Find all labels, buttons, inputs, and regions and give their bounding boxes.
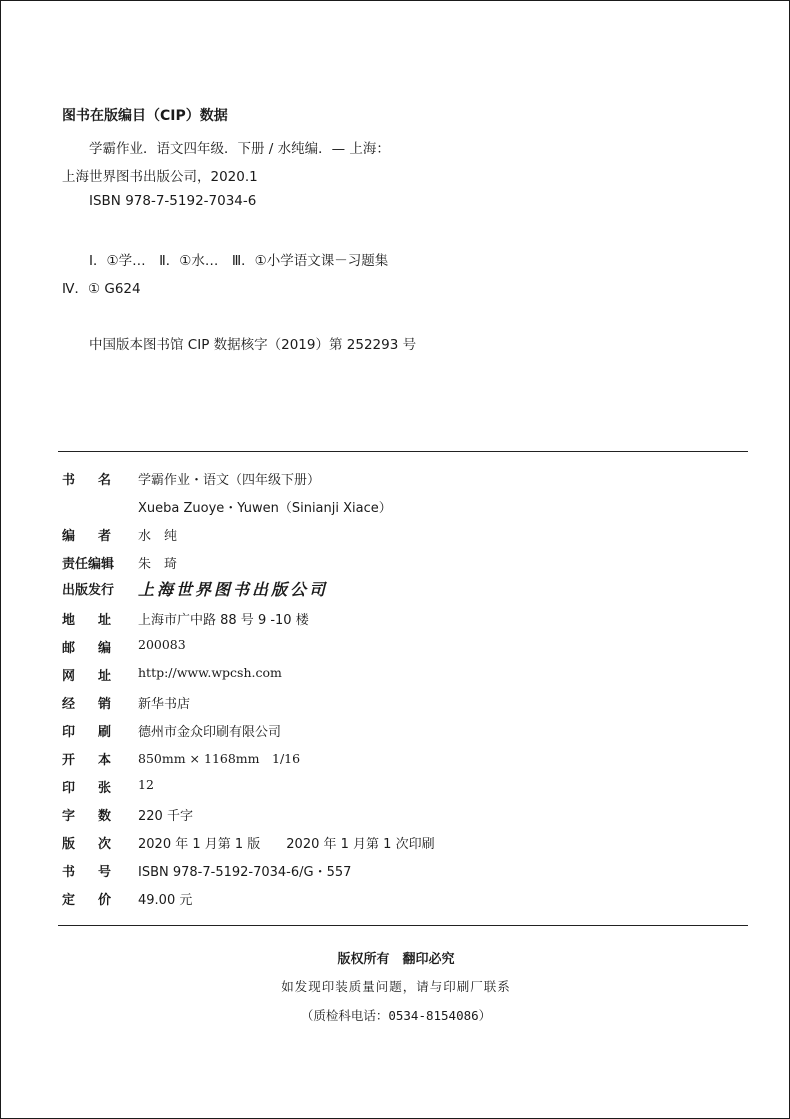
detail-row-isbn: [62, 861, 352, 880]
cip-classification-1: Ⅰ．①学… Ⅱ．①水… Ⅲ．①小学语文课－习题集: [89, 253, 389, 269]
detail-label: 网 址: [62, 669, 111, 684]
detail-label: 书 号: [62, 865, 111, 880]
detail-row-title-pinyin: [62, 497, 392, 516]
quality-notice: 如发现印装质量问题，请与印刷厂联系: [281, 979, 511, 994]
detail-label: 定 价: [62, 893, 111, 908]
detail-label: 字 数: [62, 809, 111, 824]
detail-label: 印 刷: [62, 725, 111, 740]
detail-row-title: [62, 469, 321, 488]
detail-row-format: [62, 749, 301, 768]
detail-value: 新华书店: [138, 697, 191, 712]
detail-value: 学霸作业・语文（四年级下册）: [138, 473, 321, 488]
cip-isbn: ISBN 978-7-5192-7034-6: [89, 193, 257, 209]
publisher-logo-text: 上海世界图书出版公司: [138, 580, 329, 599]
detail-label: 开 本: [62, 753, 111, 768]
detail-label: 书 名: [62, 473, 111, 488]
detail-label: 经 销: [62, 697, 111, 712]
top-divider: [58, 451, 748, 452]
detail-row-price: [62, 889, 193, 908]
cip-publisher-line: 上海世界图书出版公司，2020.1: [62, 169, 258, 185]
detail-value: 850mm × 1168mm 1/16: [138, 751, 301, 766]
quality-phone: （质检科电话：0534-8154086）: [300, 1008, 492, 1023]
detail-value: 上海市广中路 88 号 9 -10 楼: [138, 613, 309, 628]
cip-classification-2: Ⅳ．① G624: [62, 281, 141, 297]
detail-row-sheets: [62, 777, 154, 796]
detail-row-address: [62, 609, 309, 628]
cip-heading: 图书在版编目（CIP）数据: [62, 108, 228, 124]
detail-value: 200083: [138, 637, 186, 652]
detail-label: 责任编辑: [62, 557, 115, 572]
detail-label: 版 次: [62, 837, 111, 852]
detail-row-postcode: [62, 637, 186, 656]
detail-label: 地 址: [62, 613, 111, 628]
detail-label: 出版发行: [62, 583, 115, 598]
cip-title-line: 学霸作业．语文四年级．下册 / 水纯编．— 上海：: [89, 141, 390, 157]
cip-record-number: 中国版本图书馆 CIP 数据核字（2019）第 252293 号: [89, 337, 417, 353]
detail-row-distributor: [62, 693, 191, 712]
detail-row-responsible-editor: [62, 553, 178, 572]
rights-reserved: 版权所有 翻印必究: [337, 952, 455, 967]
detail-value: 德州市金众印刷有限公司: [138, 725, 282, 740]
detail-value: 朱 琦: [138, 557, 178, 572]
detail-value: 水 纯: [138, 529, 178, 544]
detail-row-website: [62, 665, 282, 684]
detail-label: 邮 编: [62, 641, 111, 656]
detail-value: ISBN 978-7-5192-7034-6/G・557: [138, 865, 352, 880]
detail-row-word-count: [62, 805, 193, 824]
detail-label: 编 者: [62, 529, 111, 544]
detail-value: 49.00 元: [138, 893, 193, 908]
detail-row-printer: [62, 721, 282, 740]
detail-row-editor: [62, 525, 178, 544]
website-link[interactable]: http://www.wpcsh.com: [138, 665, 282, 680]
detail-value: 2020 年 1 月第 1 版 2020 年 1 月第 1 次印刷: [138, 837, 435, 852]
detail-value: Xueba Zuoye・Yuwen（Sinianji Xiace）: [138, 501, 392, 516]
detail-row-publisher: [62, 579, 329, 599]
bottom-divider: [58, 925, 748, 926]
detail-row-edition: [62, 833, 435, 852]
detail-value: 220 千字: [138, 809, 193, 824]
detail-value: 12: [138, 777, 154, 792]
detail-label: 印 张: [62, 781, 111, 796]
